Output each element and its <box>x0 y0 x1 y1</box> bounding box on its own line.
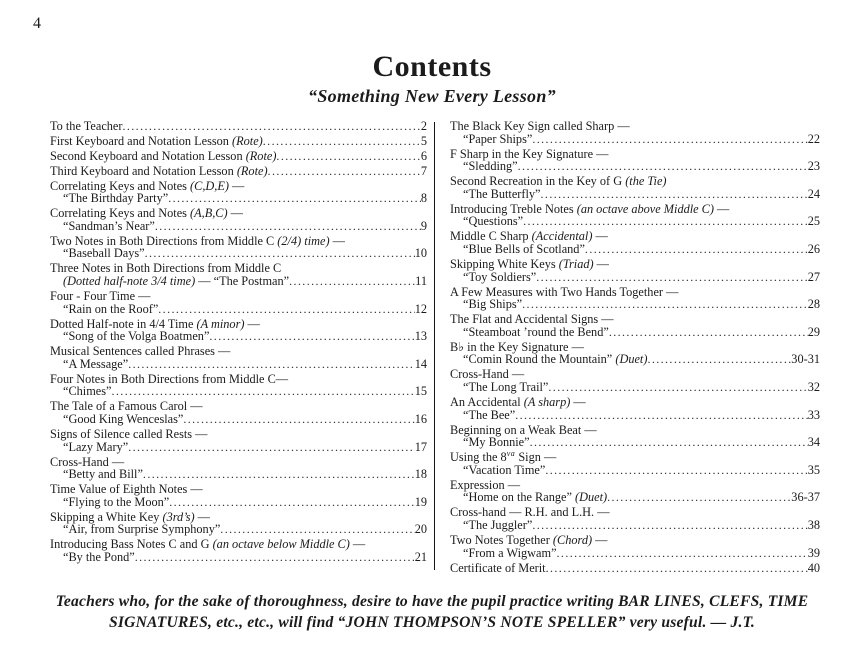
toc-leader-dots <box>541 188 808 201</box>
toc-line <box>450 436 820 449</box>
toc-leader-dots <box>112 385 415 398</box>
toc-page-number: 29 <box>807 324 820 339</box>
toc-leader-dots <box>530 436 808 449</box>
toc-text: “Air, from Surprise Symphony” <box>63 522 221 537</box>
superscript-segment: va <box>506 449 516 459</box>
toc-text: Certificate of Merit <box>450 560 546 575</box>
toc-text: “Paper Ships” <box>463 131 533 146</box>
toc-text: Cross-Hand — <box>50 454 125 469</box>
toc-line <box>50 413 427 426</box>
toc-page-number: 18 <box>414 467 427 482</box>
toc-leader-dots <box>169 496 414 509</box>
toc-page-number: 21 <box>414 549 427 564</box>
toc-text: Two Notes in Both Directions from Middle C (2/4) time) — <box>50 233 345 248</box>
toc-line <box>50 428 427 441</box>
italic-segment: (Accidental) <box>531 229 593 244</box>
toc-line <box>50 441 427 454</box>
toc-line <box>450 326 820 339</box>
toc-text: “Betty and Bill” <box>63 467 143 482</box>
toc-line <box>50 150 427 163</box>
toc-page-number: 12 <box>414 301 427 316</box>
toc-text: Time Value of Eighth Notes — <box>50 482 203 497</box>
toc-leader-dots <box>268 165 421 178</box>
toc-page-number: 6 <box>420 148 427 163</box>
toc-text: “The Bee” <box>463 407 516 422</box>
toc-right-column <box>450 120 820 574</box>
toc-text: “Sledding” <box>463 159 518 174</box>
toc-text: Third Keyboard and Notation Lesson (Rote) <box>50 163 268 178</box>
italic-segment: (A sharp) <box>523 394 571 409</box>
toc-line <box>50 496 427 509</box>
toc-text: The Tale of a Famous Carol — <box>50 399 203 414</box>
toc-line <box>50 135 427 148</box>
toc-line <box>450 562 820 575</box>
toc-line <box>50 358 427 371</box>
toc-page-number: 40 <box>807 560 820 575</box>
toc-text: Second Recreation in the Key of G (the Tie) <box>450 174 667 189</box>
toc-leader-dots <box>607 491 791 504</box>
toc-text: “Rain on the Roof” <box>63 301 159 316</box>
toc-line <box>450 491 820 504</box>
toc-text: “Blue Bells of Scotland” <box>463 242 585 257</box>
toc-text: Cross-Hand — <box>450 367 525 382</box>
toc-line <box>50 192 427 205</box>
toc-leader-dots <box>557 547 808 560</box>
italic-segment: (Triad) <box>558 256 594 271</box>
toc-line <box>450 534 820 547</box>
toc-line <box>50 551 427 564</box>
toc-page-number: 25 <box>807 214 820 229</box>
toc-leader-dots <box>209 330 414 343</box>
toc-text: “Sandman’s Near” <box>63 218 155 233</box>
toc-leader-dots <box>145 247 415 260</box>
toc-text: “My Bonnie” <box>463 435 530 450</box>
italic-segment: (Duet) <box>575 490 608 505</box>
footer-line: Teachers who, for the sake of thoroughness, desire to have the pupil practice writing BAR LINES, CLEFS, TIME <box>55 593 809 611</box>
toc-text: “Vacation Time” <box>463 462 546 477</box>
italic-segment: (an octave above Middle C) <box>576 201 714 216</box>
toc-text: Correlating Keys and Notes (A,B,C) — <box>50 206 243 221</box>
toc-left-column <box>50 120 427 574</box>
toc-page-number: 11 <box>415 274 427 289</box>
toc-page-number: 14 <box>414 356 427 371</box>
toc-line <box>450 175 820 188</box>
italic-segment: (A minor) <box>196 316 245 331</box>
toc-line <box>50 523 427 536</box>
toc-line <box>50 120 427 133</box>
italic-segment: (3rd’s) <box>162 509 195 524</box>
footer-line: SIGNATURES, etc., etc., will find “JOHN THOMPSON’S NOTE SPELLER” very useful. — J.T. <box>108 614 756 632</box>
toc-text: “A Message” <box>63 356 129 371</box>
toc-line <box>450 215 820 228</box>
toc-leader-dots <box>585 243 808 256</box>
italic-segment: (Rote) <box>236 163 268 178</box>
toc-leader-dots <box>122 120 420 133</box>
toc-leader-dots <box>168 192 421 205</box>
toc-page-number: 13 <box>414 329 427 344</box>
toc-leader-dots <box>263 135 421 148</box>
toc-text: (Dotted half-note 3/4 time) — “The Postman” <box>63 274 290 289</box>
toc-text: An Accidental (A sharp) — <box>450 394 586 409</box>
toc-line <box>50 247 427 260</box>
toc-text: The Flat and Accidental Signs — <box>450 312 614 327</box>
toc-text: “Good King Wenceslas” <box>63 412 184 427</box>
toc-page-number: 7 <box>420 163 427 178</box>
toc-text: “Song of the Volga Boatmen” <box>63 329 210 344</box>
toc-line <box>450 547 820 560</box>
toc-line <box>450 396 820 409</box>
toc-page-number: 30-31 <box>791 352 820 367</box>
toc-line <box>50 303 427 316</box>
toc-leader-dots <box>135 551 415 564</box>
toc-line <box>450 160 820 173</box>
toc-page-number: 24 <box>807 186 820 201</box>
toc-page-number: 26 <box>807 242 820 257</box>
toc-line <box>450 271 820 284</box>
toc-leader-dots <box>128 441 415 454</box>
toc-leader-dots <box>536 271 807 284</box>
italic-segment: (Duet) <box>615 352 648 367</box>
toc-text: First Keyboard and Notation Lesson (Rote) <box>50 133 263 148</box>
italic-segment: (Rote) <box>245 148 277 163</box>
toc-line <box>50 345 427 358</box>
toc-line <box>450 313 820 326</box>
contents-title: Contents <box>372 50 492 83</box>
toc-page-number: 8 <box>420 191 427 206</box>
toc-page-number: 33 <box>807 407 820 422</box>
toc-line <box>50 220 427 233</box>
toc-page-number: 9 <box>420 218 427 233</box>
toc-text: “Baseball Days” <box>63 246 145 261</box>
toc-page-number: 39 <box>807 545 820 560</box>
toc-page-number: 27 <box>807 269 820 284</box>
toc-leader-dots <box>545 464 807 477</box>
toc-page-number: 19 <box>414 494 427 509</box>
toc-page-number: 16 <box>414 412 427 427</box>
toc-text: Beginning on a Weak Beat — <box>450 422 597 437</box>
toc-leader-dots <box>155 220 421 233</box>
toc-line <box>450 409 820 422</box>
toc-text: Signs of Silence called Rests — <box>50 426 208 441</box>
toc-line <box>450 120 820 133</box>
toc-leader-dots <box>609 326 808 339</box>
toc-text: “The Long Trail” <box>463 380 549 395</box>
toc-page-number: 20 <box>414 522 427 537</box>
page-number: 4 <box>33 15 41 32</box>
toc-line <box>450 464 820 477</box>
toc-line <box>50 483 427 496</box>
toc-text: Expression — <box>450 477 521 492</box>
toc-text: Middle C Sharp (Accidental) — <box>450 229 608 244</box>
toc-leader-dots <box>523 215 808 228</box>
toc-text: Second Keyboard and Notation Lesson (Rote) <box>50 148 277 163</box>
toc-leader-dots <box>158 303 414 316</box>
italic-segment: (the Tie) <box>625 174 667 189</box>
toc-line <box>50 468 427 481</box>
italic-segment: (C,D,E) <box>190 178 229 193</box>
toc-text: “Flying to the Moon” <box>63 494 170 509</box>
toc-text: “Toy Soldiers” <box>463 269 537 284</box>
toc-line <box>50 290 427 303</box>
toc-leader-dots <box>522 298 808 311</box>
toc-line <box>50 275 427 288</box>
toc-page-number: 22 <box>807 131 820 146</box>
toc-leader-dots <box>546 562 808 575</box>
toc-leader-dots <box>183 413 414 426</box>
toc-text: Four - Four Time — <box>50 288 151 303</box>
toc-text: “The Juggler” <box>463 518 533 533</box>
italic-segment: (Chord) <box>552 532 593 547</box>
toc-leader-dots <box>532 519 807 532</box>
toc-line <box>450 451 820 464</box>
toc-text: Correlating Keys and Notes (C,D,E) — <box>50 178 245 193</box>
toc-line <box>450 519 820 532</box>
toc-leader-dots <box>515 409 807 422</box>
toc-text: “Chimes” <box>63 384 112 399</box>
toc-text: Introducing Treble Notes (an octave above Middle C) — <box>450 201 730 216</box>
toc-text: “Lazy Mary” <box>63 439 129 454</box>
toc-text: “By the Pond” <box>63 549 135 564</box>
toc-page-number: 5 <box>420 133 427 148</box>
toc-line <box>450 258 820 271</box>
contents-subtitle: “Something New Every Lesson” <box>308 86 556 106</box>
toc-line <box>50 385 427 398</box>
italic-segment: (Rote) <box>232 133 263 148</box>
toc-text: Dotted Half-note in 4/4 Time (A minor) — <box>50 316 260 331</box>
toc-page-number: 23 <box>807 159 820 174</box>
toc-text: Cross-hand — R.H. and L.H. — <box>450 505 610 520</box>
toc-page-number: 17 <box>414 439 427 454</box>
toc-text: Using the $8^{va}$ Sign — <box>450 449 557 465</box>
toc-line <box>50 207 427 220</box>
italic-segment: (A,B,C) <box>190 206 228 221</box>
toc-text: “Big Ships” <box>463 297 523 312</box>
toc-text: To the Teacher <box>50 119 123 133</box>
toc-text: Skipping a White Key (3rd’s) — <box>50 509 210 524</box>
toc-text: The Black Key Sign called Sharp — <box>450 119 630 133</box>
toc-leader-dots <box>548 381 807 394</box>
italic-segment: (Dotted half-note 3/4 time) <box>63 274 196 289</box>
toc-page-number: 10 <box>414 246 427 261</box>
toc-text: “The Birthday Party” <box>63 191 169 206</box>
toc-line <box>450 381 820 394</box>
toc-page-number: 32 <box>807 380 820 395</box>
toc-line <box>450 243 820 256</box>
toc-text: “Home on the Range” (Duet) <box>463 490 608 505</box>
toc-leader-dots <box>532 133 807 146</box>
toc-leader-dots <box>276 150 420 163</box>
toc-line <box>450 133 820 146</box>
toc-text: “From a Wigwam” <box>463 545 557 560</box>
toc-text: F Sharp in the Key Signature — <box>450 146 609 161</box>
toc-line <box>450 353 820 366</box>
toc-leader-dots <box>518 160 808 173</box>
toc-text: Three Notes in Both Directions from Middle C <box>50 261 282 276</box>
footer-note <box>0 591 864 633</box>
toc-line <box>50 330 427 343</box>
toc-page-number: 35 <box>807 462 820 477</box>
toc-leader-dots <box>647 353 791 366</box>
toc-page-number: 36-37 <box>791 490 820 505</box>
toc-text: Two Notes Together (Chord) — <box>450 532 608 547</box>
column-divider <box>434 122 435 570</box>
toc-text: A Few Measures with Two Hands Together — <box>450 284 679 299</box>
toc-page-number: 15 <box>414 384 427 399</box>
toc-text: Introducing Bass Notes C and G (an octave below Middle C) — <box>50 537 366 552</box>
toc-text: Skipping White Keys (Triad) — <box>450 256 609 271</box>
toc-leader-dots <box>220 523 414 536</box>
toc-line <box>50 165 427 178</box>
toc-text: “The Butterfly” <box>463 186 541 201</box>
italic-segment: (2/4) time) <box>277 233 330 248</box>
italic-segment: (an octave below Middle C) <box>212 537 350 552</box>
toc-text: “Comin Round the Mountain” (Duet) <box>463 352 648 367</box>
toc-page-number: 28 <box>807 297 820 312</box>
toc-columns <box>50 120 820 574</box>
toc-page-number: 2 <box>420 119 427 133</box>
toc-text: “Steamboat ’round the Bend” <box>463 324 609 339</box>
toc-text: Musical Sentences called Phrases — <box>50 344 231 359</box>
toc-leader-dots <box>128 358 414 371</box>
toc-page-number: 34 <box>807 435 820 450</box>
toc-text: “Questions” <box>463 214 524 229</box>
toc-leader-dots <box>143 468 415 481</box>
toc-line <box>450 298 820 311</box>
toc-line <box>450 188 820 201</box>
toc-text: Four Notes in Both Directions from Middle C— <box>50 371 289 386</box>
toc-text: B♭ in the Key Signature — <box>450 339 584 354</box>
toc-page-number: 38 <box>807 518 820 533</box>
toc-leader-dots <box>289 275 415 288</box>
